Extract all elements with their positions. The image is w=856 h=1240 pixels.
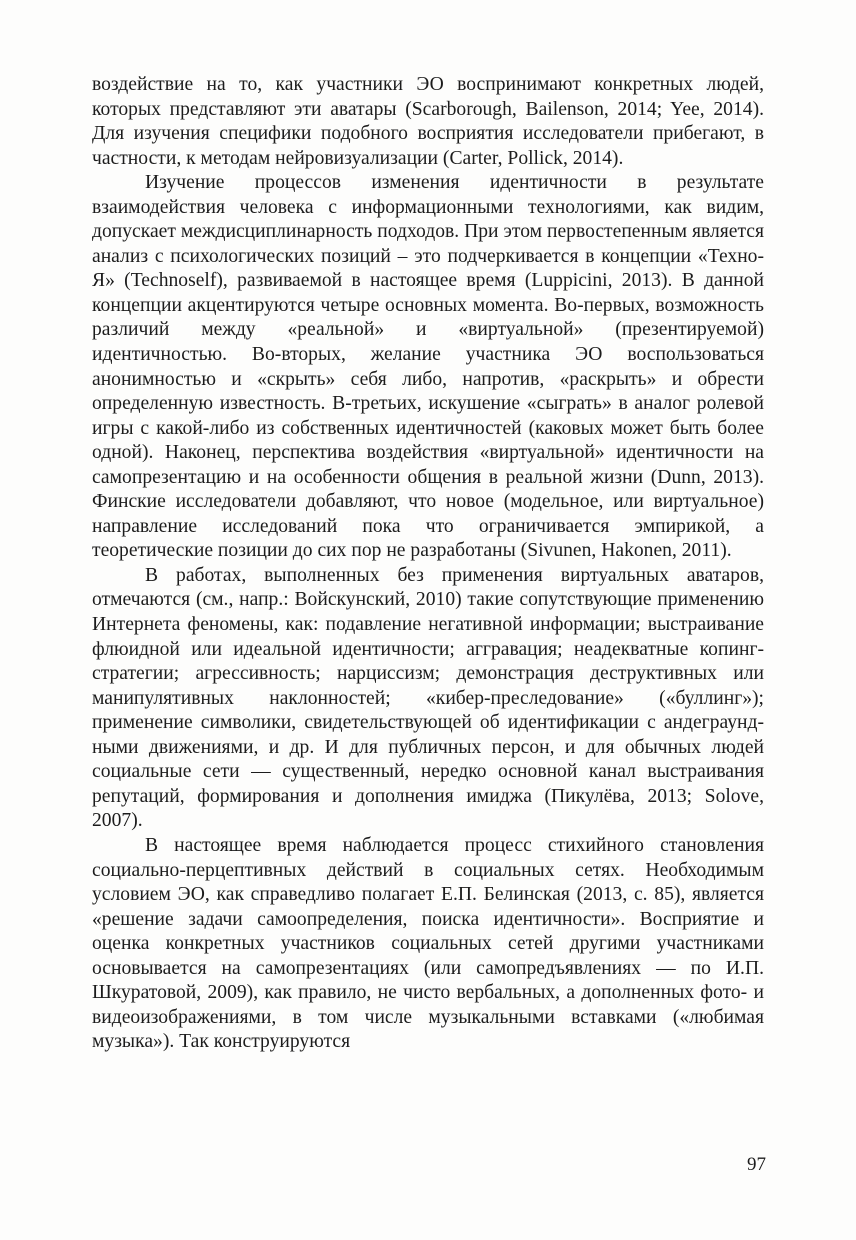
paragraph-1-continuation: воздействие на то, как участники ЭО воспринимают конкретных людей, которых представляют эти аватары (Scarborough, Bailenson, 2014; Yee, 2014). Для изучения специфики подобного восприятия исследователи прибегают, в частности, к методам нейровизуализации (Carter, Pollick, 2014). xyxy=(92,74,764,169)
paragraph-4-social-networks: В настоящее время наблюдается процесс стихийного становления социально-перцептивных действий в социальных сетях. Необходимым условием ЭО, как справедливо полагает Е.П. Белинская (2013, с. 85), является «решение задачи самоопределения, поиска идентичности». Восприятие и оценка конкретных участников социальных сетей другими участниками основывается на самопрезентациях (или самопредъявлениях — по И.П. Шкуратовой, 2009), как правило, не чисто вербальных, а дополненных фото- и видеоизображениями, в том числе музыкальными вставками («любимая музыка»). Так конструируются xyxy=(92,834,764,1053)
paragraph-3-internet-phenomena: В работах, выполненных без применения виртуальных аватаров, отмечаются (см., напр.: Войскунский, 2010) такие сопутствующие применению Интернета феномены, как: подавление негативной информации; выстраивание флюидной или идеальной идентичности; аггравация; неадекватные копинг-стратегии; агрессивность; нарциссизм; демонстрация деструктивных или манипулятивных наклонностей; «кибер-преследование» («буллинг»); применение символики, свидетельствующей об идентификации с андеграундными движениями, и др. И для публичных персон, и для обычных людей социальные сети — существенный, нередко основной канал выстраивания репутаций, формирования и дополнения имиджа (Пикулёва, 2013; Solove, 2007). xyxy=(92,564,764,832)
page-number: 97 xyxy=(747,1154,766,1175)
body-text xyxy=(92,73,764,1055)
paragraph-2-identity-technology: Изучение процессов изменения идентичности в результате взаимодействия человека с информационными технологиями, как видим, допускает междисциплинарность подходов. При этом первостепенным является анализ с психологических позиций – это подчеркивается в концепции «Техно-Я» (Technoself), развиваемой в настоящее время (Luppicini, 2013). В данной концепции акцентируются четыре основных момента. Во-первых, возможность различий между «реальной» и «виртуальной» (презентируемой) идентичностью. Во-вторых, желание участника ЭО воспользоваться анонимностью и «скрыть» себя либо, напротив, «раскрыть» и обрести определенную известность. В-третьих, искушение «сыграть» в аналог ролевой игры с какой-либо из собственных идентичностей (каковых может быть более одной). Наконец, перспектива воздействия «виртуальной» идентичности на самопрезентацию и на особенности общения в реальной жизни (Dunn, 2013). Финские исследователи добавляют, что новое (модельное, или виртуальное) направление исследований пока что ограничивается эмпирикой, а теоретические позиции до сих пор не разработаны (Sivunen, Hakonen, 2011). xyxy=(92,172,764,562)
